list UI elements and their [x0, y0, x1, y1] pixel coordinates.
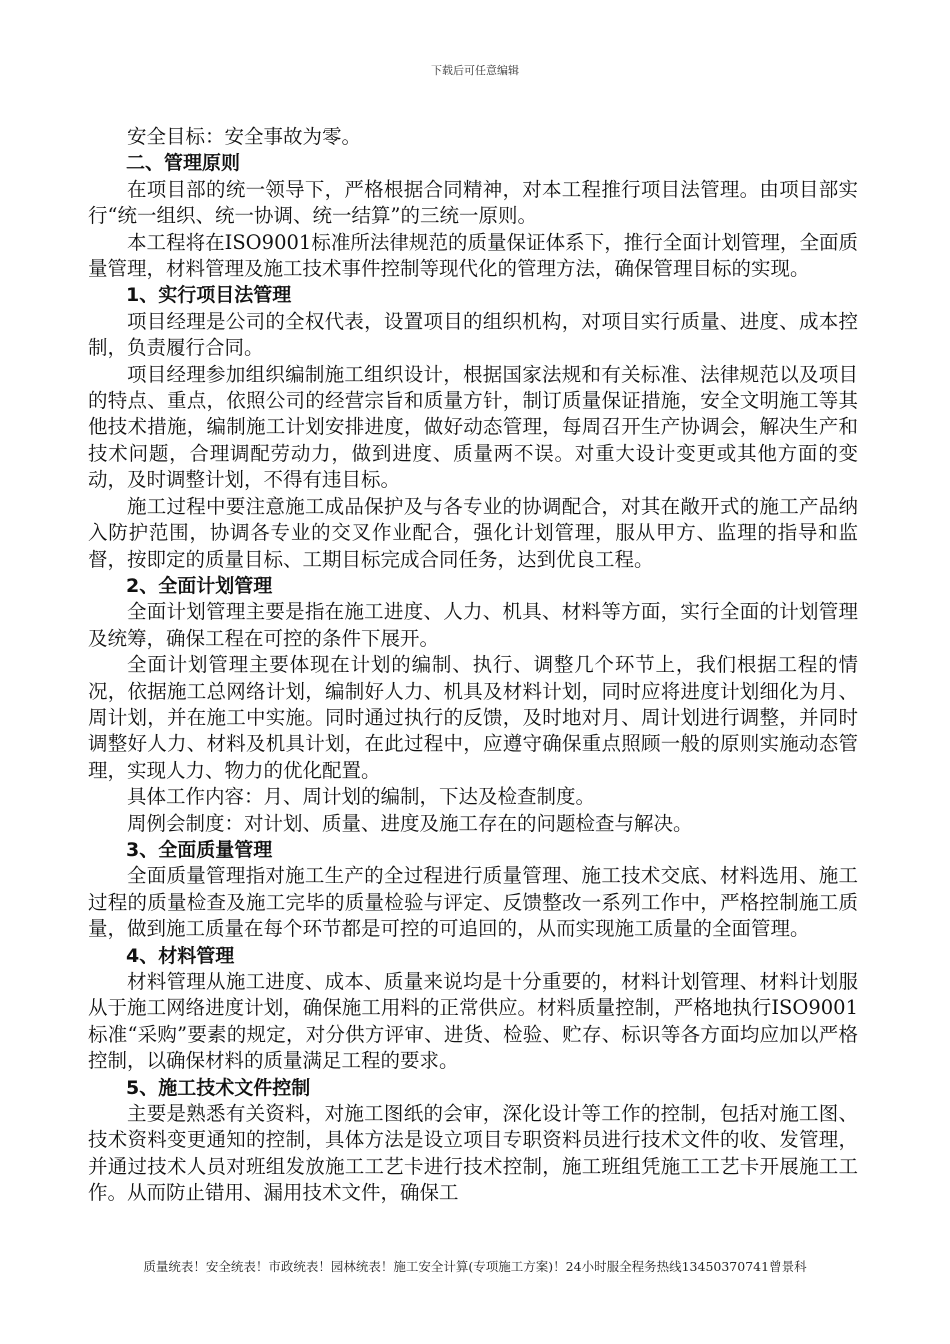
paragraph: 周例会制度：对计划、质量、进度及施工存在的问题检查与解决。 — [127, 811, 693, 835]
paragraph: 具体工作内容：月、周计划的编制，下达及检查制度。 — [127, 785, 596, 809]
paragraph: 本工程将在ISO9001标准所法律规范的质量保证体系下，推行全面计划管理，全面质量管理，材料管理及施工技术事件控制等现代化的管理方法，确保管理目标的实现。 — [88, 230, 858, 281]
page-footer: 质量统表！安全统表！市政统表！园林统表！施工安全计算(专项施工方案)！24小时服全程务热线13450370741曾景科 — [143, 1259, 807, 1274]
paragraph: 在项目部的统一领导下，严格根据合同精神，对本工程推行项目法管理。由项目部实行“统一组织、统一协调、统一结算”的三统一原则。 — [88, 177, 858, 228]
paragraph: 项目经理参加组织编制施工组织设计，根据国家法规和有关标准、法律规范以及项目的特点、重点，依照公司的经营宗旨和质量方针，制订质量保证措施，安全文明施工等其他技术措施，编制施工计划安排进度，做好动态管理，每周召开生产协调会，解决生产和技术问题，合理调配劳动力，做到进度、质量两不误。对重大设计变更或其他方面的变动，及时调整计划，不得有违目标。 — [88, 362, 858, 492]
section-heading: 3、全面质量管理 — [126, 838, 273, 861]
paragraph: 施工过程中要注意施工成品保护及与各专业的协调配合，对其在敞开式的施工产品纳入防护范围，协调各专业的交叉作业配合，强化计划管理，服从甲方、监理的指导和监督，按即定的质量目标、工期目标完成合同任务，达到优良工程。 — [88, 494, 858, 571]
paragraph: 主要是熟悉有关资料，对施工图纸的会审，深化设计等工作的控制，包括对施工图、技术资料变更通知的控制，具体方法是设立项目专职资料员进行技术文件的收、发管理，并通过技术人员对班组发放施工工艺卡进行技术控制，施工班组凭施工工艺卡开展施工工作。从而防止错用、漏用技术文件，确保工 — [88, 1102, 858, 1205]
document-body — [88, 124, 858, 1207]
section-heading: 二、管理原则 — [126, 152, 241, 175]
paragraph: 全面计划管理主要是指在施工进度、人力、机具、材料等方面，实行全面的计划管理及统筹，确保工程在可控的条件下展开。 — [88, 600, 858, 650]
paragraph: 材料管理从施工进度、成本、质量来说均是十分重要的，材料计划管理、材料计划服从于施工网络进度计划，确保施工用料的正常供应。材料质量控制，严格地执行ISO9001标准“采购”要素的规定，对分供方评审、进货、检验、贮存、标识等各方面均应加以严格控制，以确保材料的质量满足工程的要求。 — [88, 970, 858, 1073]
paragraph: 安全目标：安全事故为零。 — [127, 125, 362, 148]
paragraph: 全面计划管理主要体现在计划的编制、执行、调整几个环节上，我们根据工程的情况，依据施工总网络计划，编制好人力、机具及材料计划，同时应将进度计划细化为月、周计划，并在施工中实施。同时通过执行的反馈，及时地对月、周计划进行调整，并同时调整好人力、材料及机具计划，在此过程中，应遵守确保重点照顾一般的原则实施动态管理，实现人力、物力的优化配置。 — [88, 653, 858, 782]
section-heading: 4、材料管理 — [126, 944, 235, 967]
paragraph: 全面质量管理指对施工生产的全过程进行质量管理、施工技术交底、材料选用、施工过程的质量检查及施工完毕的质量检验与评定、反馈整改一系列工作中，严格控制施工质量，做到施工质量在每个环节都是可控的可追回的，从而实现施工质量的全面管理。 — [88, 864, 858, 941]
section-heading: 1、实行项目法管理 — [126, 284, 292, 307]
page-header: 下载后可任意编辑 — [431, 64, 519, 77]
section-heading: 5、施工技术文件控制 — [126, 1076, 311, 1099]
section-heading: 2、全面计划管理 — [126, 574, 273, 597]
paragraph: 项目经理是公司的全权代表，设置项目的组织机构，对项目实行质量、进度、成本控制，负责履行合同。 — [88, 309, 858, 360]
